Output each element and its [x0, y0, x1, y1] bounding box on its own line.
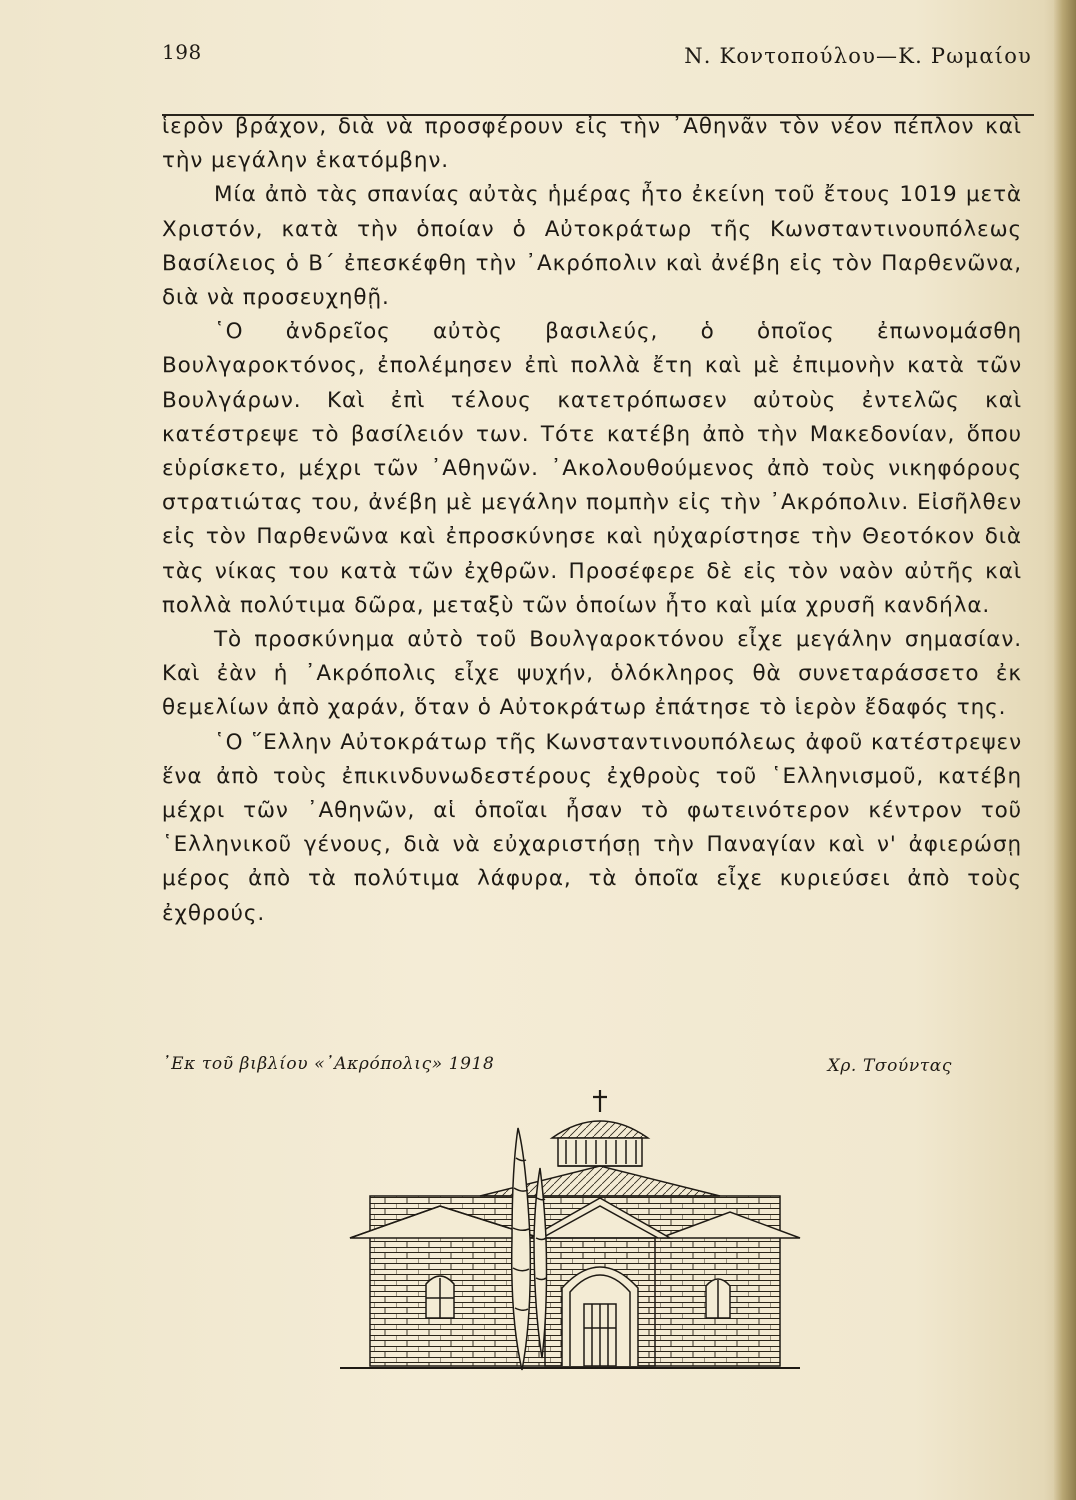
body-text: [162, 110, 1022, 931]
attribution-line: [162, 1054, 962, 1084]
page-number: 198: [162, 40, 202, 64]
paragraph-5: ῾Ο ῞Ελλην Αὐτοκράτωρ τῆς Κωνσταντινουπόλεως ἀφοῦ κατέστρεψεν ἕνα ἀπὸ τοὺς ἐπικινδυνωδεστέρους ἐχθροὺς τοῦ ῾Ελληνισμοῦ, κατέβη μέχρι τῶν ᾿Αθηνῶν, αἱ ὁποῖαι ἦσαν τὸ φωτεινότερον κέντρον τοῦ ῾Ελληνικοῦ γένους, διὰ νὰ εὐχαριστήσῃ τὴν Παναγίαν καὶ ν' ἀφιερώσῃ μέρος ἀπὸ τὰ πολύτιμα λάφυρα, τὰ ὁποῖα εἶχε κυριεύσει ἀπὸ τοὺς ἐχθρούς.: [162, 729, 1022, 926]
paragraph-2: Μία ἀπὸ τὰς σπανίας αὐτὰς ἡμέρας ἦτο ἐκείνη τοῦ ἔτους 1019 μετὰ Χριστόν, κατὰ τὴν ὁποίαν ὁ Αὐτοκράτωρ τῆς Κωνσταντινουπόλεως Βασίλειος ὁ Β΄ ἐπεσκέφθη τὴν ᾿Ακρόπολιν καὶ ἀνέβη εἰς τὸν Παρθενῶνα, διὰ νὰ προσευχηθῇ.: [162, 182, 1022, 311]
cross-icon: [593, 1090, 607, 1112]
page-edge: [1054, 0, 1076, 1500]
paragraph-3: ῾Ο ἀνδρεῖος αὐτὸς βασιλεύς, ὁ ὁποῖος ἐπωνομάσθη Βουλγαροκτόνος, ἐπολέμησεν ἐπὶ πολλὰ ἔτη καὶ μὲ ἐπιμονὴν κατὰ τῶν Βουλγάρων. Καὶ ἐπὶ τέλους κατετρόπωσεν αὐτοὺς ἐντελῶς καὶ κατέστρεψε τὸ βασίλειόν των. Τότε κατέβη ἀπὸ τὴν Μακεδονίαν, ὅπου εὑρίσκετο, μέχρι τῶν ᾿Αθηνῶν. ᾿Ακολουθούμενος ἀπὸ τοὺς νικηφόρους στρατιώτας του, ἀνέβη μὲ μεγάλην πομπὴν εἰς τὴν ᾿Ακρόπολιν. Εἰσῆλθεν εἰς τὸν Παρθενῶνα καὶ ἐπροσκύνησε καὶ ηὐχαρίστησε τὴν Θεοτόκον διὰ τὰς νίκας του κατὰ τῶν ἐχθρῶν. Προσέφερε δὲ εἰς τὸν ναὸν αὐτῆς καὶ πολλὰ πολύτιμα δῶρα, μεταξὺ τῶν ὁποίων ἦτο καὶ μία χρυσῆ κανδήλα.: [162, 319, 1022, 618]
paragraph-1: ἱερὸν βράχον, διὰ νὰ προσφέρουν εἰς τὴν ᾿Αθηνᾶν τὸν νέον πέπλον καὶ τὴν μεγάλην ἑκατόμβην.: [162, 114, 1022, 174]
paragraph-4: Τὸ προσκύνημα αὐτὸ τοῦ Βουλγαροκτόνου εἶχε μεγάλην σημασίαν. Καὶ ἐὰν ἡ ᾿Ακρόπολις εἶχε ψυχήν, ὁλόκληρος θὰ συνεταράσσετο ἐκ θεμελίων ἀπὸ χαράν, ὅταν ὁ Αὐτοκράτωρ ἐπάτησε τὸ ἱερὸν ἔδαφός της.: [162, 627, 1022, 721]
source-citation: ᾿Εκ τοῦ βιβλίου «᾿Ακρόπολις» 1918: [162, 1054, 495, 1074]
page-header: [162, 38, 1032, 78]
running-head: Ν. Κοντοπούλου—Κ. Ρωμαίου: [684, 44, 1032, 68]
author-name: Χρ. Τσούντας: [827, 1056, 952, 1076]
byzantine-church-illustration: [330, 1088, 810, 1388]
